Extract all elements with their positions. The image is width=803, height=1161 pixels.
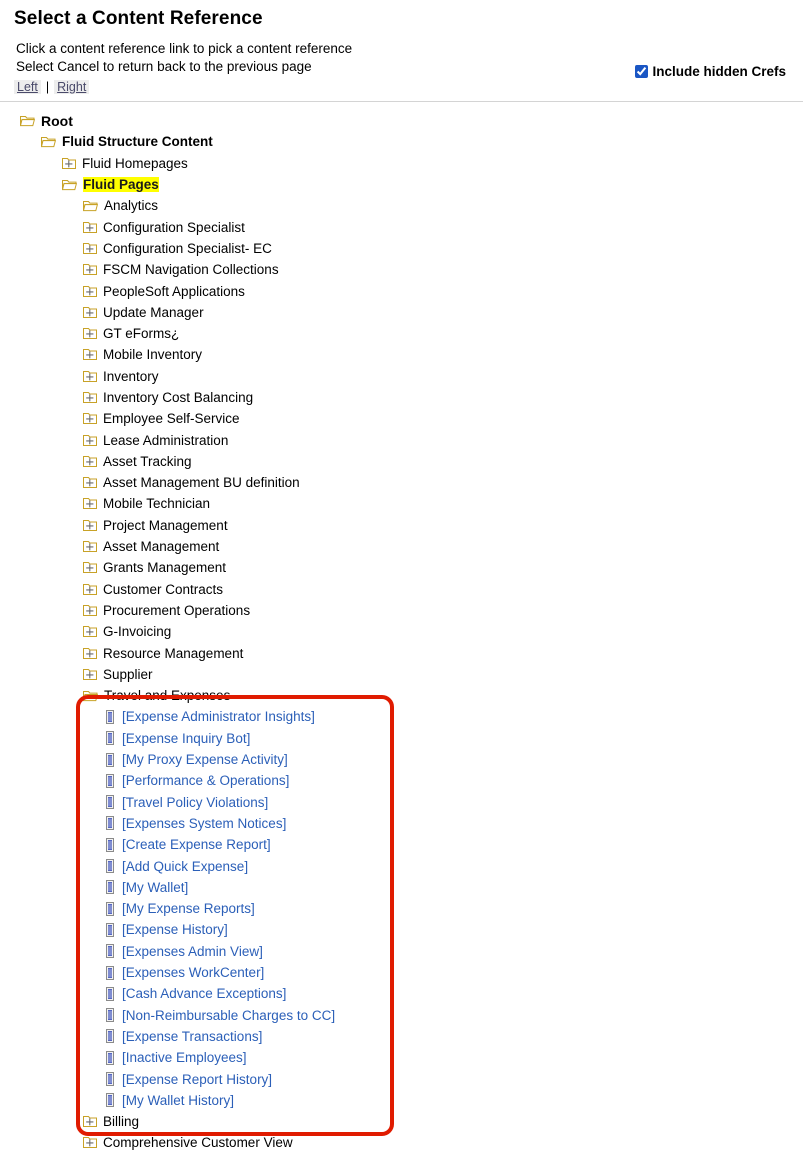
- tree-item-label: Configuration Specialist- EC: [103, 240, 272, 256]
- tree-item-label: Analytics: [104, 198, 159, 214]
- tree-item-label[interactable]: [Non-Reimbursable Charges to CC]: [122, 1007, 336, 1023]
- document-icon: [104, 966, 116, 980]
- tree-item-label[interactable]: [Expense History]: [122, 922, 228, 938]
- folder-closed-expand-icon[interactable]: [83, 412, 97, 425]
- tree-item-label: Billing: [103, 1114, 140, 1130]
- tree-item-folder[interactable]: [0, 493, 803, 514]
- folder-closed-expand-icon[interactable]: [83, 497, 97, 510]
- document-icon: [104, 774, 116, 788]
- document-icon: [104, 753, 116, 767]
- tree-item-label: Customer Contracts: [103, 581, 224, 597]
- tree-item-label[interactable]: [Add Quick Expense]: [122, 858, 249, 874]
- tree-item-label[interactable]: [My Expense Reports]: [122, 901, 255, 917]
- tree-item-folder[interactable]: [0, 131, 803, 152]
- tree-item-label: PeopleSoft Applications: [103, 283, 245, 299]
- document-icon: [104, 1051, 116, 1065]
- tree-item-label[interactable]: [Expenses System Notices]: [122, 815, 287, 831]
- include-hidden-crefs-control[interactable]: [635, 64, 786, 79]
- folder-closed-expand-icon[interactable]: [83, 263, 97, 276]
- tree-item-label[interactable]: [My Wallet History]: [122, 1092, 235, 1108]
- folder-closed-expand-icon[interactable]: [83, 1115, 97, 1128]
- tree-item-label: Travel and Expenses: [104, 688, 231, 704]
- instruction-line-2: Select Cancel to return back to the previous page: [16, 59, 312, 74]
- tree-item-folder[interactable]: [0, 472, 803, 493]
- folder-closed-expand-icon[interactable]: [83, 1136, 97, 1149]
- tree-item-label: Fluid Homepages: [82, 155, 188, 171]
- document-icon: [104, 859, 116, 873]
- tree-item-cref[interactable]: [0, 706, 803, 727]
- tree-item-folder[interactable]: [0, 387, 803, 408]
- tree-item-folder[interactable]: [0, 515, 803, 536]
- tree-item-folder[interactable]: [0, 536, 803, 557]
- tree-item-folder[interactable]: [0, 238, 803, 259]
- tree-item-cref[interactable]: [0, 813, 803, 834]
- document-icon: [104, 902, 116, 916]
- tree-item-folder[interactable]: [0, 110, 803, 131]
- tree-item-folder[interactable]: [0, 451, 803, 472]
- tree-item-label[interactable]: [Expenses WorkCenter]: [122, 965, 265, 981]
- folder-closed-expand-icon[interactable]: [83, 476, 97, 489]
- folder-open-icon: [41, 135, 56, 148]
- tree-item-label[interactable]: [Create Expense Report]: [122, 837, 271, 853]
- folder-closed-expand-icon[interactable]: [83, 327, 97, 340]
- tree-item-label[interactable]: [Expense Report History]: [122, 1071, 273, 1087]
- tree-item-cref[interactable]: [0, 1068, 803, 1089]
- tree-item-label: GT eForms¿: [103, 326, 180, 342]
- right-link[interactable]: Right: [54, 80, 89, 94]
- tree-item-cref[interactable]: [0, 1004, 803, 1025]
- folder-closed-expand-icon[interactable]: [83, 434, 97, 447]
- document-icon: [104, 1029, 116, 1043]
- tree-item-label[interactable]: [Expense Administrator Insights]: [122, 709, 315, 725]
- tree-item-folder[interactable]: [0, 600, 803, 621]
- tree-item-cref[interactable]: [0, 962, 803, 983]
- tree-item-folder[interactable]: [0, 685, 803, 706]
- tree-item-label: Inventory Cost Balancing: [103, 390, 254, 405]
- tree-item-cref[interactable]: [0, 770, 803, 791]
- tree-item-label: Fluid Pages: [83, 177, 159, 193]
- tree-item-label: Mobile Technician: [103, 496, 211, 512]
- folder-closed-expand-icon[interactable]: [83, 370, 97, 383]
- instruction-line-1: Click a content reference link to pick a content reference: [16, 41, 353, 56]
- tree-item-cref[interactable]: [0, 919, 803, 940]
- tree-item-folder[interactable]: [0, 280, 803, 301]
- folder-closed-expand-icon[interactable]: [83, 668, 97, 681]
- tree-item-label[interactable]: [Expense Inquiry Bot]: [122, 730, 251, 746]
- tree-item-label: Asset Tracking: [103, 453, 192, 469]
- tree-item-label[interactable]: [Expense Transactions]: [122, 1028, 263, 1044]
- tree-item-label[interactable]: [My Proxy Expense Activity]: [122, 752, 288, 768]
- folder-closed-expand-icon[interactable]: [83, 348, 97, 361]
- tree-item-label: Grants Management: [103, 560, 227, 576]
- tree-item-label: Asset Management BU definition: [103, 475, 300, 491]
- tree-item-label: FSCM Navigation Collections: [103, 262, 279, 278]
- tree-item-folder[interactable]: [0, 366, 803, 387]
- folder-closed-expand-icon[interactable]: [83, 285, 97, 298]
- folder-open-icon: [62, 178, 77, 191]
- folder-closed-expand-icon[interactable]: [83, 625, 97, 638]
- tree-item-folder[interactable]: [0, 216, 803, 237]
- tree-item-label: Supplier: [103, 666, 153, 682]
- tree-item-label: Asset Management: [103, 539, 220, 555]
- tree-item-folder[interactable]: [0, 344, 803, 365]
- tree-item-label[interactable]: [Performance & Operations]: [122, 773, 290, 789]
- tree-item-folder[interactable]: [0, 579, 803, 600]
- tree-item-label[interactable]: [Inactive Employees]: [122, 1050, 247, 1066]
- tree-item-folder[interactable]: [0, 302, 803, 323]
- tree-item-label: Root: [41, 112, 73, 129]
- document-icon: [104, 1008, 116, 1022]
- tree-item-label: Project Management: [103, 517, 228, 533]
- tree-item-folder[interactable]: [0, 621, 803, 642]
- tree-item-label[interactable]: [Travel Policy Violations]: [122, 794, 269, 810]
- tree-item-folder[interactable]: [0, 642, 803, 663]
- tree-item-label: G-Invoicing: [103, 624, 172, 640]
- tree-item-label: Fluid Structure Content: [62, 134, 213, 150]
- folder-closed-expand-icon[interactable]: [83, 647, 97, 660]
- document-icon: [104, 795, 116, 809]
- document-icon: [104, 710, 116, 724]
- tree-item-cref[interactable]: [0, 792, 803, 813]
- tree-item-folder[interactable]: [0, 195, 803, 216]
- tree-item-cref[interactable]: [0, 728, 803, 749]
- tree-item-cref[interactable]: [0, 983, 803, 1004]
- tree-item-cref[interactable]: [0, 877, 803, 898]
- tree-item-label: Resource Management: [103, 645, 244, 661]
- tree-item-label[interactable]: [Cash Advance Exceptions]: [122, 986, 287, 1002]
- tree-item-cref[interactable]: [0, 834, 803, 855]
- tree-item-folder[interactable]: [0, 259, 803, 280]
- folder-closed-expand-icon[interactable]: [83, 242, 97, 255]
- left-link[interactable]: Left: [14, 80, 41, 94]
- include-hidden-crefs-label[interactable]: Include hidden Crefs: [652, 64, 786, 79]
- folder-closed-expand-icon[interactable]: [83, 519, 97, 532]
- tree-item-cref[interactable]: [0, 855, 803, 876]
- link-separator: |: [45, 80, 50, 94]
- folder-closed-expand-icon[interactable]: [83, 455, 97, 468]
- document-icon: [104, 987, 116, 1001]
- tree-item-cref[interactable]: [0, 1026, 803, 1047]
- folder-open-icon: [83, 199, 98, 212]
- tree-item-cref[interactable]: [0, 749, 803, 770]
- folder-closed-expand-icon[interactable]: [83, 221, 97, 234]
- tree-item-label[interactable]: [My Wallet]: [122, 879, 189, 895]
- tree-item-label: Inventory: [103, 368, 159, 384]
- tree-item-folder[interactable]: [0, 1132, 803, 1153]
- tree-item-folder[interactable]: [0, 323, 803, 344]
- folder-closed-expand-icon[interactable]: [83, 391, 97, 404]
- tree-item-folder[interactable]: [0, 557, 803, 578]
- folder-closed-expand-icon[interactable]: [83, 306, 97, 319]
- tree-item-cref[interactable]: [0, 941, 803, 962]
- folder-open-icon: [20, 114, 35, 127]
- tree-item-cref[interactable]: [0, 898, 803, 919]
- page-title: Select a Content Reference: [14, 8, 263, 29]
- tree-item-folder[interactable]: [0, 153, 803, 174]
- folder-closed-expand-icon[interactable]: [62, 157, 76, 170]
- folder-closed-expand-icon[interactable]: [83, 540, 97, 553]
- tree-item-label: Procurement Operations: [103, 602, 251, 618]
- tree-item-folder[interactable]: [0, 174, 803, 195]
- content-reference-tree: [0, 102, 803, 1154]
- tree-item-label: Configuration Specialist: [103, 219, 245, 235]
- document-icon: [104, 880, 116, 894]
- tree-item-label: Lease Administration: [103, 432, 229, 448]
- tree-item-cref[interactable]: [0, 1090, 803, 1111]
- tree-item-label: Mobile Inventory: [103, 347, 203, 363]
- folder-closed-expand-icon[interactable]: [83, 561, 97, 574]
- document-icon: [104, 923, 116, 937]
- folder-closed-expand-icon[interactable]: [83, 604, 97, 617]
- tree-item-label[interactable]: [Expenses Admin View]: [122, 943, 263, 959]
- document-icon: [104, 1093, 116, 1107]
- tree-item-label: Update Manager: [103, 304, 204, 320]
- tree-item-label: Comprehensive Customer View: [103, 1135, 293, 1151]
- include-hidden-crefs-checkbox[interactable]: [635, 65, 648, 78]
- document-icon: [104, 944, 116, 958]
- document-icon: [104, 1072, 116, 1086]
- tree-item-cref[interactable]: [0, 1047, 803, 1068]
- folder-closed-expand-icon[interactable]: [83, 583, 97, 596]
- document-icon: [104, 838, 116, 852]
- document-icon: [104, 816, 116, 830]
- tree-item-folder[interactable]: [0, 429, 803, 450]
- document-icon: [104, 731, 116, 745]
- tree-item-label: Employee Self-Service: [103, 411, 240, 427]
- folder-open-icon: [83, 689, 98, 702]
- tree-item-folder[interactable]: [0, 664, 803, 685]
- tree-item-folder[interactable]: [0, 408, 803, 429]
- tree-item-folder[interactable]: [0, 1111, 803, 1132]
